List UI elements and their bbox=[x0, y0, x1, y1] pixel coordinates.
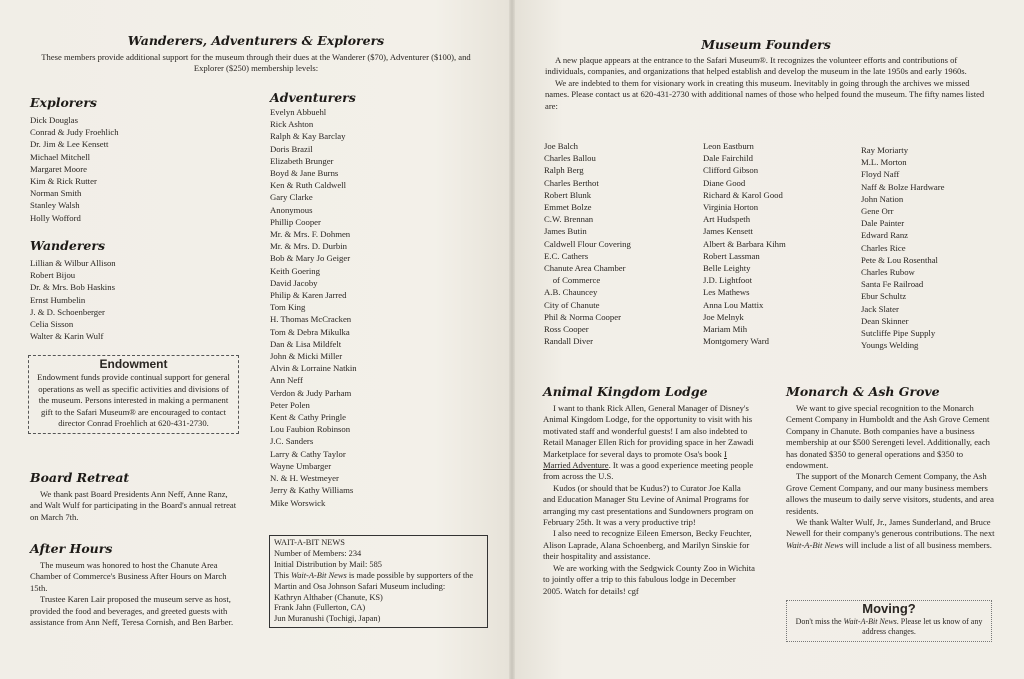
adventurer-name: Mike Worswick bbox=[270, 497, 326, 508]
founder-name: Floyd Naff bbox=[861, 169, 900, 180]
founder-name: E.C. Cathers bbox=[544, 250, 589, 261]
adventurer-name: Larry & Cathy Taylor bbox=[270, 448, 346, 459]
moving-box bbox=[786, 600, 992, 642]
founder-name: Mariam Mih bbox=[703, 324, 748, 335]
adventurer-name: Gary Clarke bbox=[270, 192, 313, 203]
founder-name: Youngs Welding bbox=[861, 340, 919, 351]
adventurers-heading: Adventurers bbox=[270, 90, 356, 105]
founder-name: Clifford Gibson bbox=[703, 165, 759, 176]
explorer-name: Dick Douglas bbox=[30, 115, 79, 125]
board-retreat-heading: Board Retreat bbox=[30, 470, 130, 485]
explorer-name: Stanley Walsh bbox=[30, 200, 80, 211]
founder-name: Dean Skinner bbox=[861, 315, 909, 326]
founder-name: Ebur Schultz bbox=[861, 291, 907, 302]
founder-name: Ralph Berg bbox=[544, 165, 584, 176]
adventurer-name: J.C. Sanders bbox=[270, 436, 314, 447]
adventurer-name: Anonymous bbox=[270, 204, 313, 215]
founder-name: Sutcliffe Pipe Supply bbox=[861, 328, 936, 339]
founder-name: Phil & Norma Cooper bbox=[544, 311, 621, 322]
wanderer-name: Walter & Karin Wulf bbox=[30, 331, 104, 342]
wanderer-name: Ernst Humbelin bbox=[30, 294, 86, 305]
founder-name: Chanute Area Chamber bbox=[544, 263, 626, 274]
adventurer-name: H. Thomas McCracken bbox=[270, 314, 352, 325]
wanderer-name: Lillian & Wilbur Allison bbox=[30, 258, 116, 268]
founder-name: Dale Fairchild bbox=[703, 153, 753, 164]
founder-name: Belle Leighty bbox=[703, 263, 751, 274]
endowment-box bbox=[28, 355, 239, 434]
news-box-title: WAIT-A-BIT NEWS bbox=[274, 538, 345, 547]
adventurer-name: Boyd & Jane Burns bbox=[270, 168, 339, 179]
founder-name: Robert Lassman bbox=[703, 250, 760, 261]
founder-name: Ray Moriarty bbox=[861, 145, 909, 155]
adventurer-name: Phillip Cooper bbox=[270, 216, 321, 227]
sponsor-name: Jun Muranushi (Tochigi, Japan) bbox=[274, 614, 381, 624]
founder-name: Jack Slater bbox=[861, 303, 899, 314]
wanderer-name: J. & D. Schoenberger bbox=[30, 306, 105, 317]
founder-name: Pete & Lou Rosenthal bbox=[861, 254, 938, 265]
founder-name: Emmet Bolze bbox=[544, 202, 592, 213]
founders-intro: A new plaque appears at the entrance to the Safari Museum®. It recognizes the volunteer efforts and contributions of individuals, companies, and organizations that helped establish and develop the museum in the late 1950s and early 1960s. We are indebted to them for visionary work in creating this museum. Inevitably in going through the archives we missed names. Please contact us at 620-431-2730 with additional names of those who helped found the museum. The fifty names listed are: bbox=[545, 55, 985, 111]
founder-name: Ross Cooper bbox=[544, 324, 589, 335]
wanderer-name: Celia Sisson bbox=[30, 319, 74, 330]
distribution-count: Initial Distribution by Mail: 585 bbox=[274, 559, 382, 569]
news-box-support: This Wait-A-Bit News is made possible by supporters of the Martin and Osa Johnson Safari Museum including: bbox=[274, 570, 474, 591]
adventurer-name: Elizabeth Brunger bbox=[270, 155, 334, 166]
founder-name: Caldwell Flour Covering bbox=[544, 238, 631, 249]
adventurer-name: Tom & Debra Mikulka bbox=[270, 326, 350, 337]
founder-name: Virginia Horton bbox=[703, 202, 759, 213]
adventurer-name: Ralph & Kay Barclay bbox=[270, 131, 346, 142]
founder-name: Joe Melnyk bbox=[703, 311, 744, 322]
founder-name: James Butin bbox=[544, 226, 587, 237]
adventurer-name: Peter Polen bbox=[270, 399, 310, 410]
animal-kingdom-text: I want to thank Rick Allen, General Manager of Disney's Animal Kingdom Lodge, for the opportunity to visit with his motivated staff and wonderful guests! I am also indebted to Retail Manager Ellen Rich for providing space in her Zawadi Marketplace for several days to promote Osa's book I Married Adventure. It was a good experience meeting people from across the U.S. Kudos (or should that be Kudus?) to Curator Joe Kalla and Education Manager Stu Levine of Animal Programs for arranging my cast presentations and Sundowners program on February 25th. It was a very productive trip! I also need to recognize Eileen Emerson, Becky Feuchter, Alison Laprade, Alana Schoenberg, and Marilyn Sinskie for their hospitality and assistance. We are working with the Sedgwick County Zoo in Wichita to jointly offer a trip to this fabulous lodge in December 2005. Watch for details! cgf bbox=[543, 403, 755, 596]
explorer-name: Michael Mitchell bbox=[30, 151, 91, 162]
moving-heading: Moving? bbox=[862, 601, 916, 616]
explorer-name: Holly Wofford bbox=[30, 212, 81, 223]
wanderer-name: Dr. & Mrs. Bob Haskins bbox=[30, 282, 115, 293]
adventurer-name: Bob & Mary Jo Geiger bbox=[270, 253, 351, 264]
board-retreat-text: We thank past Board Presidents Ann Neff, Anne Ranz, and Walt Wulf for participating in the Board's annual retreat on March 7th. bbox=[30, 489, 237, 522]
wanderers-list bbox=[30, 257, 240, 342]
adventurer-name: Kent & Cathy Pringle bbox=[270, 412, 347, 423]
explorers-list bbox=[30, 114, 240, 224]
member-count: Number of Members: 234 bbox=[274, 548, 362, 558]
founder-name: Joe Balch bbox=[544, 141, 579, 151]
adventurer-name: Verdon & Judy Parham bbox=[270, 387, 352, 398]
adventurer-name: Rick Ashton bbox=[270, 119, 314, 130]
after-hours-heading: After Hours bbox=[30, 541, 113, 556]
founder-name: Edward Ranz bbox=[861, 230, 909, 241]
founder-name: M.L. Morton bbox=[861, 157, 907, 168]
founders-column-2 bbox=[703, 140, 853, 347]
endowment-text: Endowment funds provide continual support for general operations as well as specific activities and divisions of the museum. Persons interested in making a permanent gift to the Safari Museum® are encouraged to contact director Conrad Froehlich at 620-431-2730. bbox=[37, 372, 230, 429]
founder-name: Diane Good bbox=[703, 177, 746, 188]
founder-name: J.D. Lightfoot bbox=[703, 275, 752, 286]
sponsor-name: Frank Jahn (Fullerton, CA) bbox=[274, 603, 366, 613]
monarch-text: We want to give special recognition to the Monarch Cement Company in Humboldt and the Ash Grove Cement Company in Chanute. Both companies have a business membership at our $500 Serengeti level. Additionally, each has donated $350 to general operations and $350 to endowment. The support of the Monarch Cement Company, the Ash Grove Cement Company, and our many business members allows the museum to daily serve visitors, students, and area residents. We thank Walter Wulf, Jr., James Sunderland, and Bruce Newell for their company's generous contributions. The next Wait-A-Bit News will include a list of all business members. bbox=[786, 403, 995, 550]
founder-name: Gene Orr bbox=[861, 206, 894, 217]
animal-kingdom-heading: Animal Kingdom Lodge bbox=[543, 384, 708, 399]
founder-name: C.W. Brennan bbox=[544, 214, 594, 225]
sponsor-list bbox=[274, 593, 483, 626]
founder-name: Charles Rubow bbox=[861, 267, 915, 278]
adventurer-name: Tom King bbox=[270, 302, 306, 313]
monarch-heading: Monarch & Ash Grove bbox=[786, 384, 940, 399]
membership-intro: These members provide additional support for the museum through their dues at the Wanderer ($70), Adventurer ($100), and Explorer ($250) membership levels: bbox=[41, 52, 471, 74]
explorer-name: Norman Smith bbox=[30, 188, 82, 199]
founder-name: Montgomery Ward bbox=[703, 336, 769, 347]
adventurer-name: Lou Faubion Robinson bbox=[270, 424, 351, 435]
moving-text: Don't miss the Wait-A-Bit News. Please let us know of any address changes. bbox=[795, 616, 983, 636]
explorer-name: Conrad & Judy Froehlich bbox=[30, 127, 119, 138]
founder-name: of Commerce bbox=[544, 275, 601, 286]
page-fold bbox=[509, 0, 515, 679]
wait-a-bit-news-box bbox=[269, 535, 488, 628]
adventurer-name: Ken & Ruth Caldwell bbox=[270, 180, 347, 191]
explorer-name: Margaret Moore bbox=[30, 163, 88, 174]
adventurer-name: Dan & Lisa Mildfelt bbox=[270, 338, 342, 349]
wanderer-name: Robert Bijou bbox=[30, 270, 76, 281]
founder-name: Santa Fe Railroad bbox=[861, 279, 924, 290]
adventurer-name: Ann Neff bbox=[270, 375, 303, 386]
explorer-name: Dr. Jim & Lee Kensett bbox=[30, 139, 109, 150]
founder-name: Albert & Barbara Kihm bbox=[703, 238, 786, 249]
adventurer-name: Mr. & Mrs. D. Durbin bbox=[270, 241, 347, 252]
adventurer-name: Evelyn Abbuehl bbox=[270, 107, 327, 117]
sponsor-name: Kathryn Althaber (Chanute, KS) bbox=[274, 592, 383, 602]
explorers-heading: Explorers bbox=[30, 95, 97, 110]
founders-column-3 bbox=[861, 144, 1011, 351]
wanderers-title: Wanderers, Adventurers & Explorers bbox=[127, 33, 385, 48]
founder-name: Les Mathews bbox=[703, 287, 750, 298]
founder-name: A.B. Chauncey bbox=[544, 287, 598, 298]
adventurer-name: Doris Brazil bbox=[270, 143, 313, 154]
founders-title: Museum Founders bbox=[701, 37, 831, 52]
founder-name: City of Chanute bbox=[544, 299, 600, 310]
founder-name: Charles Rice bbox=[861, 242, 906, 253]
adventurers-list bbox=[270, 106, 490, 509]
founder-name: Charles Ballou bbox=[544, 153, 596, 164]
adventurer-name: John & Micki Miller bbox=[270, 351, 343, 362]
adventurer-name: Alvin & Lorraine Natkin bbox=[270, 363, 357, 374]
founder-name: Randall Diver bbox=[544, 336, 593, 347]
founder-name: Richard & Karol Good bbox=[703, 189, 783, 200]
after-hours-text: The museum was honored to host the Chanute Area Chamber of Commerce's Business After Hours on March 15th. Trustee Karen Lair proposed the museum serve as host, provided the food and beverages, and greeted guests with assistance from Ann Neff, Teresa Cornish, and Ben Barber. bbox=[30, 560, 234, 628]
adventurer-name: David Jacoby bbox=[270, 277, 318, 288]
founder-name: Leon Eastburn bbox=[703, 141, 754, 151]
founder-name: Dale Painter bbox=[861, 218, 905, 229]
founder-name: James Kensett bbox=[703, 226, 753, 237]
wanderers-heading: Wanderers bbox=[30, 238, 105, 253]
founder-name: Art Hudspeth bbox=[703, 214, 751, 225]
adventurer-name: Wayne Umbarger bbox=[270, 460, 332, 471]
adventurer-name: Philip & Karen Jarred bbox=[270, 290, 347, 301]
adventurer-name: N. & H. Westmeyer bbox=[270, 473, 339, 484]
founder-name: Robert Blunk bbox=[544, 189, 592, 200]
founders-column-1 bbox=[544, 140, 694, 347]
explorer-name: Kim & Rick Rutter bbox=[30, 176, 97, 187]
founder-name: Anna Lou Mattix bbox=[703, 299, 764, 310]
endowment-heading: Endowment bbox=[99, 357, 168, 371]
founder-name: John Nation bbox=[861, 193, 904, 204]
founder-name: Naff & Bolze Hardware bbox=[861, 181, 945, 192]
adventurer-name: Mr. & Mrs. F. Dohmen bbox=[270, 229, 351, 240]
adventurer-name: Keith Goering bbox=[270, 265, 320, 276]
founder-name: Charles Berthot bbox=[544, 177, 599, 188]
adventurer-name: Jerry & Kathy Williams bbox=[270, 485, 354, 496]
